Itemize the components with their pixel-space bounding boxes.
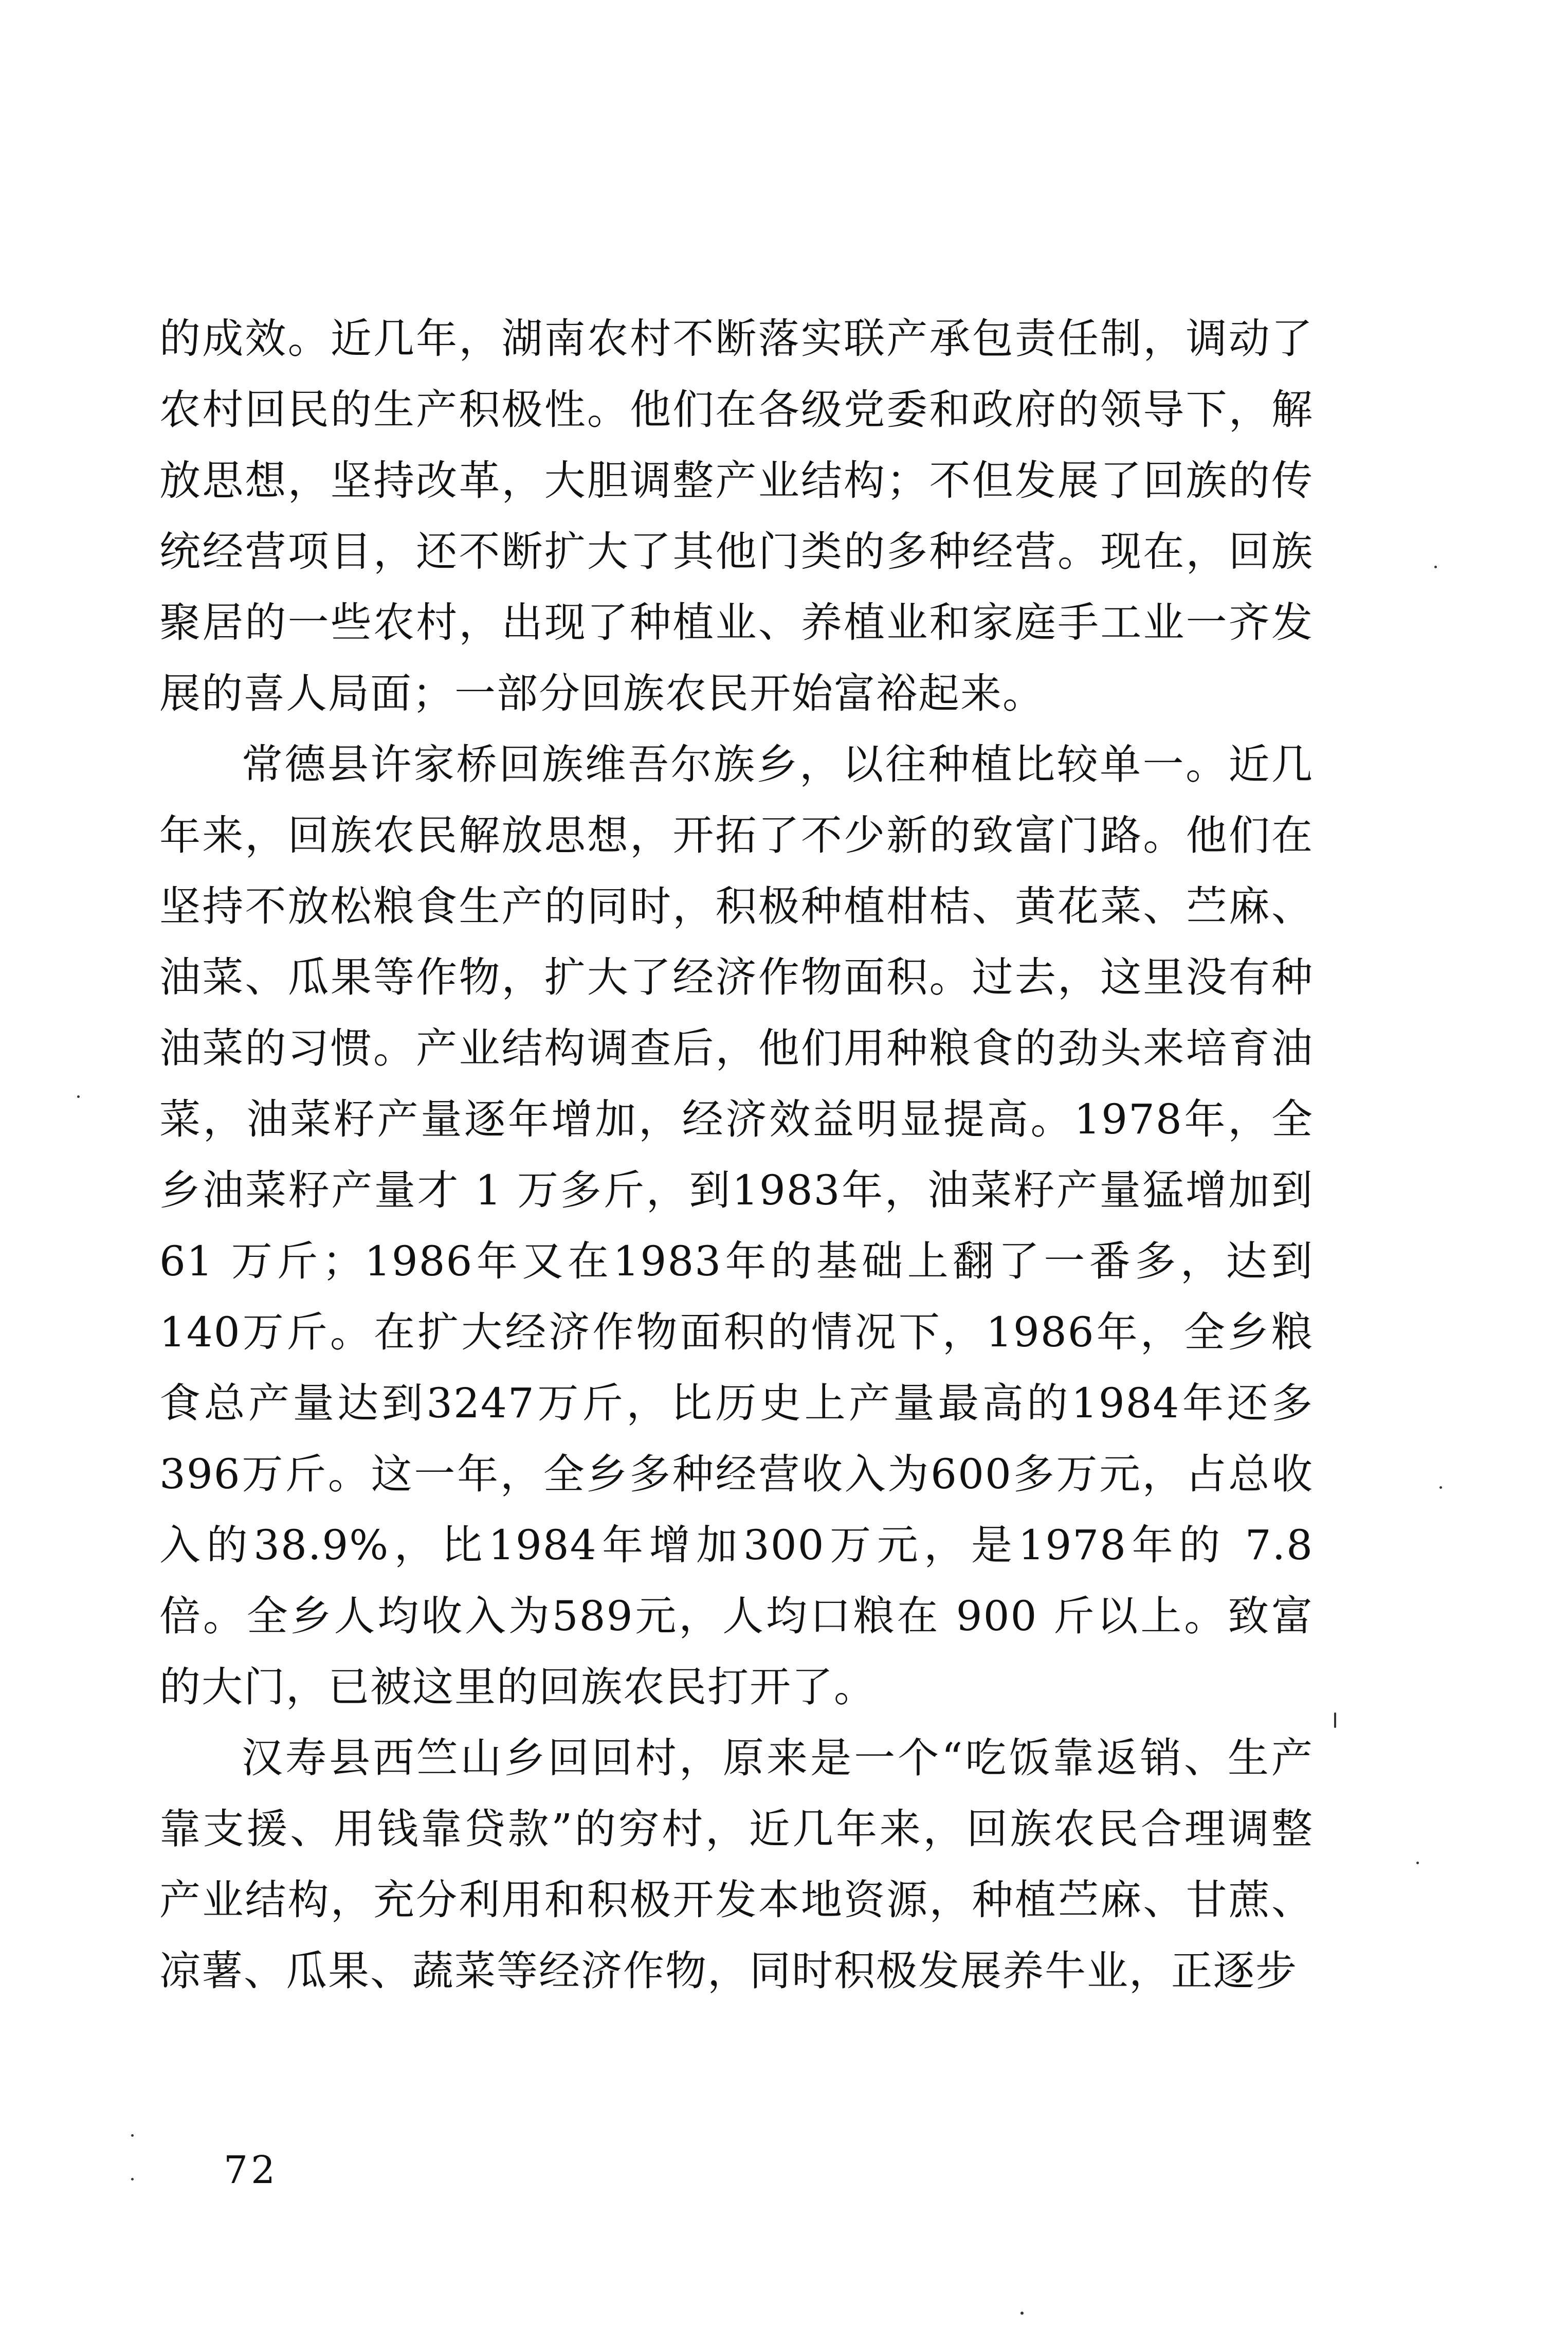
scan-speck xyxy=(1434,566,1437,568)
scan-speck xyxy=(131,2178,134,2180)
paragraph-continuation: 的成效。近几年，湖南农村不断落实联产承包责任制，调动了农村回民的生产积极性。他们在各级党委和政府的领导下，解放思想，坚持改革，大胆调整产业结构；不但发展了回族的传统经营项目，还不断扩大了其他门类的多种经营。现在，回族聚居的一些农村，出现了种植业、养植业和家庭手工业一齐发展的喜人局面；一部分回族农民开始富裕起来。 xyxy=(159,315,1314,717)
scan-speck xyxy=(77,1095,80,1098)
paragraph-hanshou: 汉寿县西竺山乡回回村，原来是一个“吃饭靠返销、生产靠支援、用钱靠贷款”的穷村，近几年来，回族农民合理调整产业结构，充分利用和积极开发本地资源，种植苎麻、甘蔗、凉薯、瓜果、蔬菜等经济作物，同时积极发展养牛业，正逐步 xyxy=(159,1734,1314,1995)
scan-speck xyxy=(1334,1712,1336,1728)
scan-speck xyxy=(131,2134,134,2137)
scan-speck xyxy=(1020,2312,1024,2315)
body-text xyxy=(159,303,1314,2007)
scan-speck xyxy=(1439,1486,1442,1489)
page-number: 72 xyxy=(224,2148,279,2192)
paragraph-changde: 常德县许家桥回族维吾尔族乡，以往种植比较单一。近几年来，回族农民解放思想，开拓了不少新的致富门路。他们在坚持不放松粮食生产的同时，积极种植柑桔、黄花菜、苎麻、油菜、瓜果等作物，扩大了经济作物面积。过去，这里没有种油菜的习惯。产业结构调查后，他们用种粮食的劲头来培育油菜，油菜籽产量逐年增加，经济效益明显提高。1978年，全乡油菜籽产量才 1 万多斤，到1983年，油菜籽产量猛增加到 61 万斤；1986年又在1983年的基础上翻了一番多，达到140万斤。在扩大经济作物面积的情况下，1986年，全乡粮食总产量达到3247万斤，比历史上产量最高的1984年还多396万斤。这一年，全乡多种经营收入为600多万元，占总收入的38.9%，比1984年增加300万元，是1978年的 7.8 倍。全乡人均收入为589元，人均口粮在 900 斤以上。致富的大门，已被这里的回族农民打开了。 xyxy=(159,741,1314,1711)
scan-speck xyxy=(1416,1862,1419,1864)
